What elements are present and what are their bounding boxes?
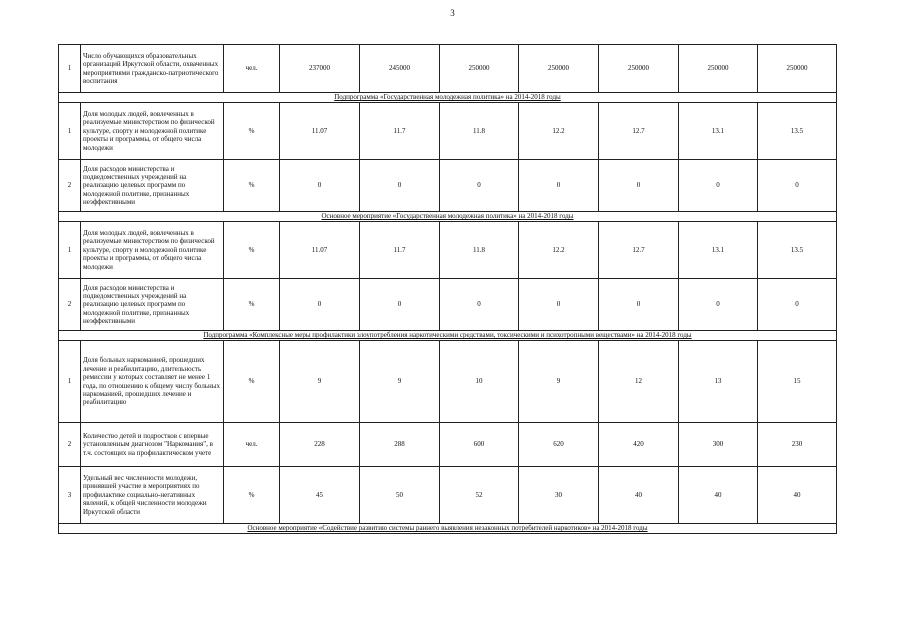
value-cell: 11.8 — [440, 103, 519, 160]
row-number: 2 — [59, 279, 81, 331]
unit-cell: % — [224, 222, 280, 279]
value-cell: 0 — [360, 279, 440, 331]
page-number: 3 — [450, 8, 455, 18]
value-cell: 230 — [758, 423, 837, 467]
section-title: Основное мероприятие «Государственная молодежная политика» на 2014-2018 годы — [59, 212, 837, 222]
value-cell: 420 — [599, 423, 679, 467]
indicator-name: Доля расходов министерства и подведомственных учреждений на реализацию целевых программ по молодежной политике, признанных неэффективными — [81, 279, 224, 331]
indicator-name: Количество детей и подростков с впервые установленным диагнозом "Наркомания", в т.ч. состоящих на профилактическом учете — [81, 423, 224, 467]
table-row — [59, 103, 837, 160]
value-cell: 0 — [679, 160, 758, 212]
value-cell: 12.2 — [519, 222, 599, 279]
section-title: Основное мероприятие «Содействие развитию системы раннего выявления незаконных потребителей наркотиков» на 2014-2018 годы — [59, 524, 837, 534]
value-cell: 250000 — [679, 45, 758, 93]
table-row — [59, 341, 837, 423]
value-cell: 0 — [758, 160, 837, 212]
indicator-name: Доля молодых людей, вовлеченных в реализуемые министерством по физической культуре, спорту и молодежной политике проекты и программы, от общего числа молодежи — [81, 222, 224, 279]
table-row — [59, 279, 837, 331]
indicator-name: Доля расходов министерства и подведомственных учреждений на реализацию целевых программ по молодежной политике, признанных неэффективными — [81, 160, 224, 212]
value-cell: 0 — [440, 279, 519, 331]
section-header-row — [59, 524, 837, 534]
value-cell: 30 — [519, 467, 599, 524]
unit-cell: % — [224, 341, 280, 423]
value-cell: 11.07 — [280, 222, 360, 279]
section-title: Подпрограмма «Государственная молодежная политика» на 2014-2018 годы — [59, 93, 837, 103]
row-number: 2 — [59, 423, 81, 467]
value-cell: 40 — [599, 467, 679, 524]
value-cell: 0 — [360, 160, 440, 212]
value-cell: 11.07 — [280, 103, 360, 160]
value-cell: 288 — [360, 423, 440, 467]
unit-cell: % — [224, 103, 280, 160]
value-cell: 13.5 — [758, 103, 837, 160]
row-number: 1 — [59, 45, 81, 93]
value-cell: 0 — [599, 160, 679, 212]
value-cell: 620 — [519, 423, 599, 467]
value-cell: 245000 — [360, 45, 440, 93]
value-cell: 13.5 — [758, 222, 837, 279]
value-cell: 11.7 — [360, 103, 440, 160]
value-cell: 250000 — [599, 45, 679, 93]
unit-cell: чел. — [224, 45, 280, 93]
value-cell: 0 — [519, 279, 599, 331]
value-cell: 250000 — [519, 45, 599, 93]
value-cell: 9 — [360, 341, 440, 423]
value-cell: 12.7 — [599, 103, 679, 160]
value-cell: 13.1 — [679, 103, 758, 160]
indicator-name: Число обучающихся образовательных организаций Иркутской области, охваченных мероприятиями гражданско-патриотического воспитания — [81, 45, 224, 93]
unit-cell: % — [224, 279, 280, 331]
value-cell: 10 — [440, 341, 519, 423]
value-cell: 40 — [679, 467, 758, 524]
table-row — [59, 222, 837, 279]
unit-cell: % — [224, 467, 280, 524]
table-row — [59, 423, 837, 467]
value-cell: 40 — [758, 467, 837, 524]
value-cell: 12.7 — [599, 222, 679, 279]
value-cell: 0 — [519, 160, 599, 212]
value-cell: 250000 — [440, 45, 519, 93]
table-row — [59, 160, 837, 212]
value-cell: 250000 — [758, 45, 837, 93]
value-cell: 50 — [360, 467, 440, 524]
table-row — [59, 45, 837, 93]
row-number: 3 — [59, 467, 81, 524]
value-cell: 0 — [758, 279, 837, 331]
section-header-row — [59, 93, 837, 103]
value-cell: 0 — [679, 279, 758, 331]
indicators-table — [58, 44, 837, 534]
indicator-name: Доля больных наркоманией, прошедших лечение и реабилитацию, длительность ремиссии у которых составляет не менее 1 года, по отношению к общему числу больных наркоманией, прошедших лечение и реабилитацию — [81, 341, 224, 423]
row-number: 1 — [59, 103, 81, 160]
value-cell: 0 — [280, 279, 360, 331]
value-cell: 12 — [599, 341, 679, 423]
section-header-row — [59, 212, 837, 222]
section-header-row — [59, 331, 837, 341]
row-number: 1 — [59, 222, 81, 279]
value-cell: 11.7 — [360, 222, 440, 279]
table-row — [59, 467, 837, 524]
value-cell: 13.1 — [679, 222, 758, 279]
value-cell: 11.8 — [440, 222, 519, 279]
unit-cell: % — [224, 160, 280, 212]
value-cell: 228 — [280, 423, 360, 467]
value-cell: 9 — [519, 341, 599, 423]
row-number: 1 — [59, 341, 81, 423]
row-number: 2 — [59, 160, 81, 212]
value-cell: 13 — [679, 341, 758, 423]
value-cell: 300 — [679, 423, 758, 467]
value-cell: 9 — [280, 341, 360, 423]
indicator-name: Доля молодых людей, вовлеченных в реализуемые министерством по физической культуре, спорту и молодежной политике проекты и программы, от общего числа молодежи — [81, 103, 224, 160]
value-cell: 600 — [440, 423, 519, 467]
value-cell: 15 — [758, 341, 837, 423]
value-cell: 0 — [599, 279, 679, 331]
value-cell: 0 — [280, 160, 360, 212]
value-cell: 0 — [440, 160, 519, 212]
section-title: Подпрограмма «Комплексные меры профилактики злоупотребления наркотическими средствами, токсическими и психотропными веществами» на 2014-2018 годы — [59, 331, 837, 341]
value-cell: 237000 — [280, 45, 360, 93]
value-cell: 45 — [280, 467, 360, 524]
unit-cell: чел. — [224, 423, 280, 467]
indicator-name: Удельный вес численности молодежи, принявшей участие в мероприятиях по профилактике социально-негативных явлений, к общей численности молодежи Иркутской области — [81, 467, 224, 524]
value-cell: 52 — [440, 467, 519, 524]
value-cell: 12.2 — [519, 103, 599, 160]
